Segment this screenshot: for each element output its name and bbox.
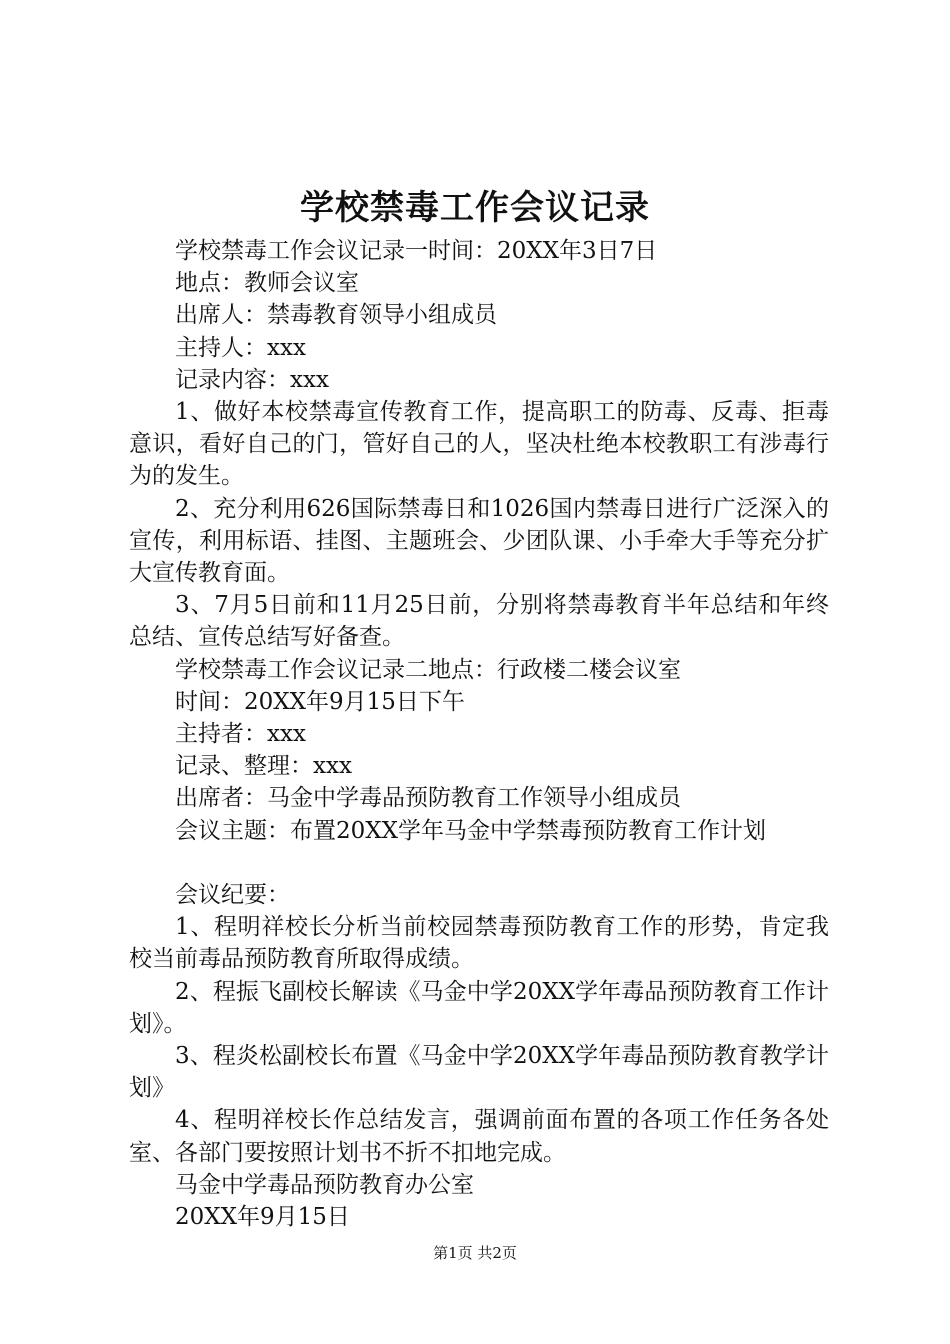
meeting-one-host: 主持人：xxx — [175, 334, 306, 361]
meeting-two-item-3: 3、程炎松副校长布置《马金中学20XX学年毒品预防教育教学计划》 — [129, 1043, 829, 1102]
blank-line — [129, 847, 829, 879]
meeting-one-attendees: 出席人：禁毒教育领导小组成员 — [175, 302, 497, 329]
meeting-two-topic: 会议主题：布置20XX学年马金中学禁毒预防教育工作计划 — [175, 817, 767, 844]
document-body — [129, 235, 829, 1233]
meeting-two-item-4: 4、程明祥校长作总结发言，强调前面布置的各项工作任务各处室、各部门要按照计划书不折不扣地完成。 — [129, 1107, 829, 1166]
signature-date: 20XX年9月15日 — [175, 1204, 350, 1231]
meeting-two-attendees: 出席者：马金中学毒品预防教育工作领导小组成员 — [175, 785, 681, 812]
meeting-one-location: 地点：教师会议室 — [175, 270, 359, 297]
signature-office: 马金中学毒品预防教育办公室 — [175, 1171, 474, 1198]
meeting-two-time: 时间：20XX年9月15日下午 — [175, 688, 465, 715]
meeting-two-minutes-heading: 会议纪要： — [175, 882, 290, 909]
meeting-one-time: 学校禁毒工作会议记录一时间：20XX年3日7日 — [175, 238, 658, 264]
page-number: 第1页 共2页 — [433, 1244, 517, 1262]
meeting-two-recorder: 记录、整理：xxx — [175, 753, 352, 780]
meeting-one-item-2: 2、充分利用626国际禁毒日和1026国内禁毒日进行广泛深入的宣传，利用标语、挂图、主题班会、少团队课、小手牵大手等充分扩大宣传教育面。 — [129, 495, 829, 587]
meeting-two-location: 学校禁毒工作会议记录二地点：行政楼二楼会议室 — [175, 656, 681, 683]
meeting-two-item-1: 1、程明祥校长分析当前校园禁毒预防教育工作的形势，肯定我校当前毒品预防教育所取得成绩。 — [129, 914, 829, 973]
meeting-one-item-3: 3、7月5日前和11月25日前，分别将禁毒教育半年总结和年终总结、宣传总结写好备查。 — [129, 592, 829, 651]
meeting-one-recorder: 记录内容：xxx — [175, 366, 329, 393]
meeting-two-item-2: 2、程振飞副校长解读《马金中学20XX学年毒品预防教育工作计划》。 — [129, 978, 829, 1037]
meeting-two-host: 主持者：xxx — [175, 721, 306, 748]
document-title: 学校禁毒工作会议记录 — [300, 188, 650, 228]
meeting-one-item-1: 1、做好本校禁毒宣传教育工作，提高职工的防毒、反毒、拒毒意识，看好自己的门，管好自己的人，坚决杜绝本校教职工有涉毒行为的发生。 — [129, 399, 829, 490]
